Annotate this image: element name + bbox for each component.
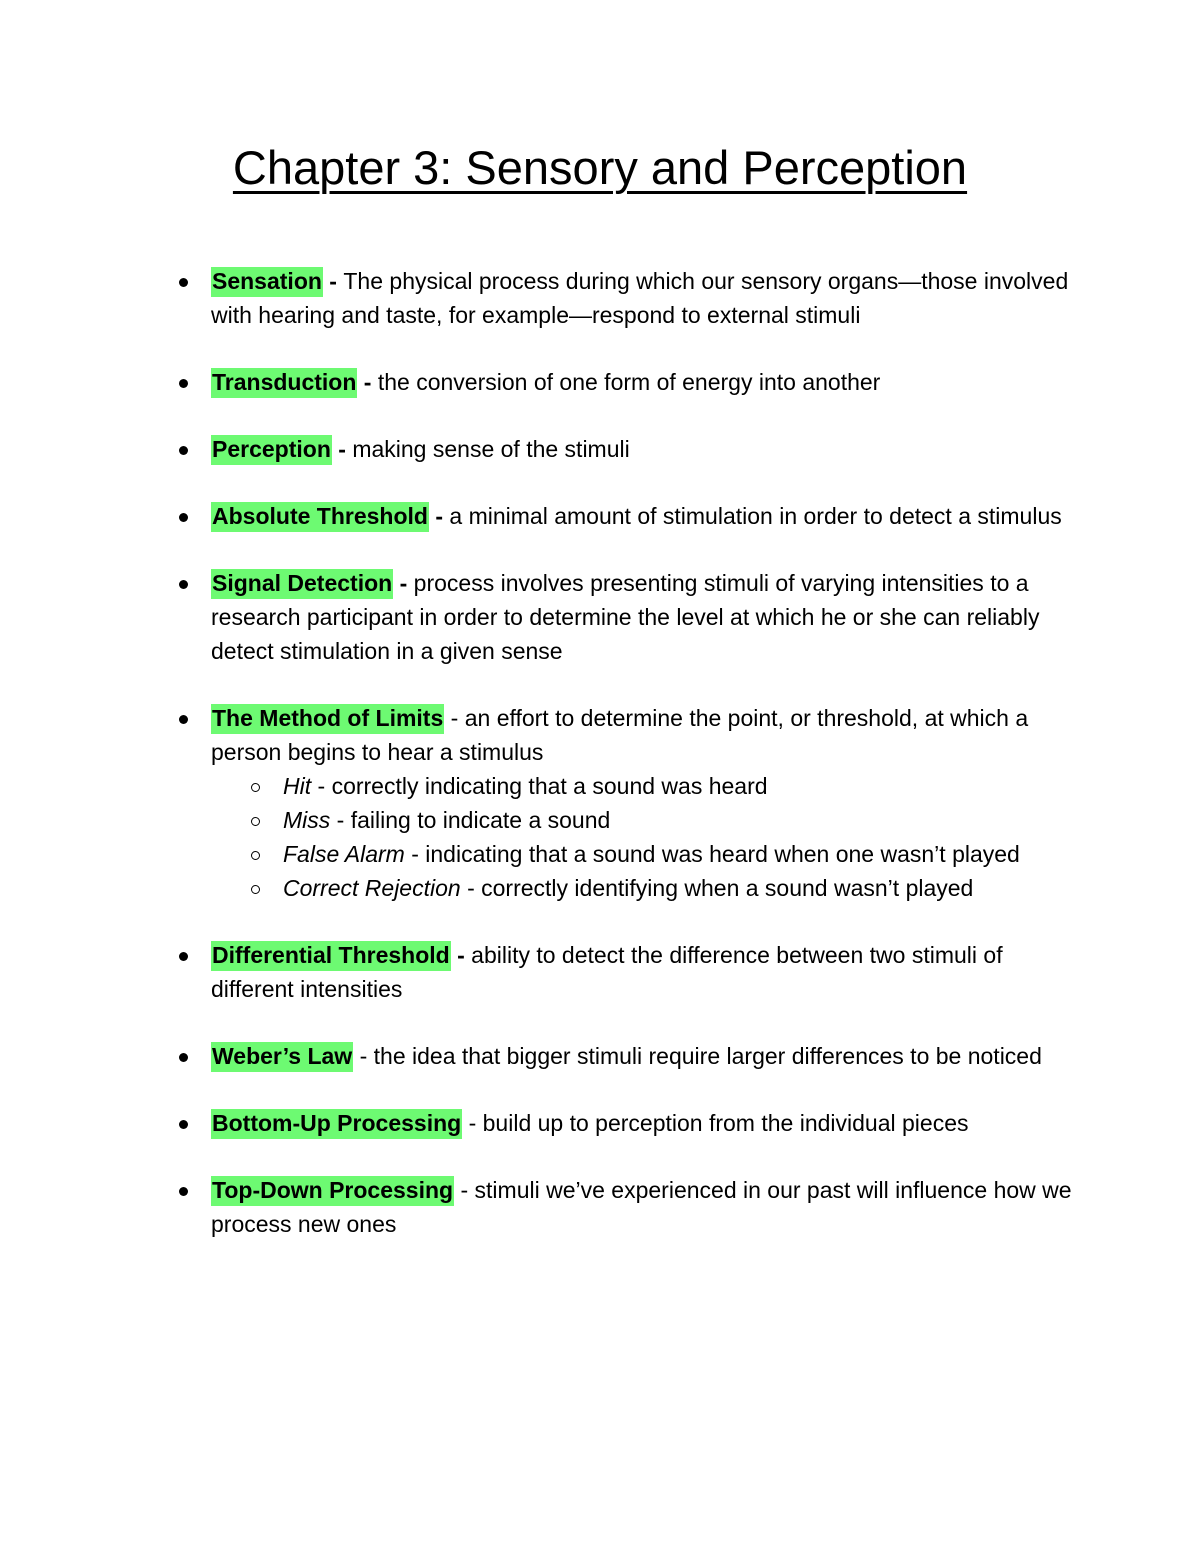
term-separator: - (357, 369, 378, 395)
term-list (0, 264, 1200, 1274)
list-item (0, 566, 1081, 668)
term-definition: stimuli we’ve experienced in our past will influence how we process new ones (211, 1177, 1072, 1237)
sub-term: Miss (283, 807, 331, 833)
term-separator: - (454, 1177, 475, 1203)
sub-term: False Alarm (283, 841, 405, 867)
term-highlight: Sensation (211, 267, 323, 297)
term-definition: build up to perception from the individual pieces (482, 1110, 969, 1136)
term-separator: - (331, 436, 353, 462)
sub-definition: - correctly identifying when a sound wasn’t played (460, 875, 974, 901)
list-item (0, 701, 1081, 905)
term-definition: the conversion of one form of energy into another (377, 369, 881, 395)
term-highlight: Bottom-Up Processing (211, 1109, 462, 1139)
page-title: Chapter 3: Sensory and Perception (232, 141, 968, 194)
term-highlight: Transduction (211, 368, 357, 398)
sub-term: Hit (283, 773, 312, 799)
list-item (0, 938, 1081, 1006)
term-definition: process involves presenting stimuli of varying intensities to a research participant in order to determine the level at which he or she can reliably detect stimulation in a given sense (211, 570, 1040, 664)
list-item (0, 264, 1081, 332)
sub-list-item (211, 871, 1083, 905)
term-highlight: Perception (211, 435, 332, 465)
term-definition: The physical process during which our sensory organs—those involved with hearing and taste, for example—respond to external stimuli (211, 268, 1069, 328)
term-separator: - (322, 268, 344, 294)
term-separator: - (393, 570, 414, 596)
sub-list (211, 769, 1081, 905)
list-item (0, 1039, 1081, 1073)
sub-list-item (211, 769, 1083, 803)
term-separator: - (353, 1043, 374, 1069)
term-highlight: Differential Threshold (211, 941, 451, 971)
term-separator: - (450, 942, 472, 968)
list-item (0, 365, 1081, 399)
list-item (0, 1106, 1081, 1140)
sub-term: Correct Rejection (283, 875, 461, 901)
sub-definition: - correctly indicating that a sound was heard (311, 773, 768, 799)
sub-list-item (211, 837, 1083, 871)
term-highlight: Weber’s Law (211, 1042, 353, 1072)
term-definition: ability to detect the difference between two stimuli of different intensities (211, 942, 1003, 1002)
term-separator: - (462, 1110, 483, 1136)
list-item (0, 432, 1081, 466)
term-definition: an effort to determine the point, or threshold, at which a person begins to hear a stimulus (211, 705, 1029, 765)
sub-definition: - indicating that a sound was heard when one wasn’t played (404, 841, 1020, 867)
list-item (0, 499, 1081, 533)
sub-definition: - failing to indicate a sound (330, 807, 611, 833)
term-separator: - (444, 705, 465, 731)
term-highlight: Signal Detection (211, 569, 393, 599)
term-highlight: Top-Down Processing (211, 1176, 454, 1206)
term-definition: making sense of the stimuli (352, 436, 630, 462)
term-highlight: Absolute Threshold (211, 502, 429, 532)
sub-list-item (211, 803, 1083, 837)
term-highlight: The Method of Limits (211, 704, 444, 734)
term-definition: the idea that bigger stimuli require larger differences to be noticed (373, 1043, 1042, 1069)
list-item (0, 1173, 1081, 1241)
term-separator: - (428, 503, 450, 529)
term-definition: a minimal amount of stimulation in order to detect a stimulus (449, 503, 1062, 529)
